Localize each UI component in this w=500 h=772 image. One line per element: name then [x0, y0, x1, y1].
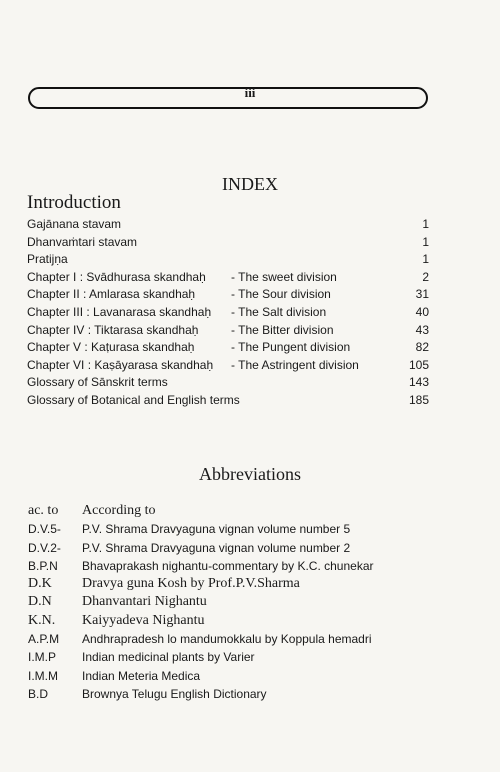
entry-title: Chapter V : Kaṭurasa skandhaḥ [27, 340, 195, 355]
abbreviation-key: D.V.5- [28, 522, 61, 537]
entry-page: 143 [408, 375, 429, 390]
section-title-introduction: Introduction [27, 192, 121, 213]
abbreviation-value: Andhrapradesh lo mandumokkalu by Koppula hemadri [82, 632, 372, 647]
entry-description: - The Astringent division [231, 357, 359, 372]
abbreviation-item [28, 593, 468, 611]
entry-title: Glossary of Botanical and English terms [27, 392, 240, 407]
abbreviation-value: Indian Meteria Medica [82, 668, 201, 683]
abbreviation-value: Bhavaprakash nighantu-commentary by K.C. chunekar [82, 558, 374, 573]
index-entry [27, 322, 429, 340]
entry-title: Pratijṇa [27, 252, 68, 267]
entry-page: 31 [415, 287, 429, 302]
entry-page: 43 [415, 322, 429, 337]
abbreviation-value: P.V. Shrama Dravyaguna vignan volume number 2 [82, 540, 351, 555]
abbreviation-key: B.P.N [28, 558, 58, 573]
abbreviation-item [28, 667, 468, 685]
entry-page: 1 [422, 234, 429, 249]
entry-description: - The sweet division [231, 269, 337, 284]
index-entry [27, 216, 429, 234]
entry-description: - The Bitter division [231, 322, 334, 337]
entry-page: 82 [415, 340, 429, 355]
abbreviation-item [28, 648, 468, 666]
abbreviation-key: A.P.M [28, 632, 60, 647]
entry-page: 185 [408, 392, 429, 407]
abbreviation-key: K.N. [28, 612, 56, 628]
page-number: iii [244, 85, 256, 100]
entry-title: Chapter VI : Kaṣāyarasa skandhaḥ [27, 357, 214, 372]
entry-title: Chapter IV : Tiktarasa skandhaḥ [27, 322, 199, 337]
abbreviation-item [28, 685, 468, 703]
entry-title: Gajānana stavam [27, 217, 122, 231]
abbreviation-value: According to [82, 503, 156, 518]
abbreviation-key: B.D [28, 686, 49, 701]
index-entry [27, 251, 429, 269]
index-entry [27, 269, 429, 287]
abbreviation-value: Kaiyyadeva Nighantu [82, 612, 205, 628]
abbreviation-value: Dhanvantari Nighantu [82, 594, 207, 610]
abbreviation-key: D.K [28, 576, 52, 592]
index-entries [27, 216, 429, 410]
abbreviation-key: D.V.2- [28, 540, 61, 555]
entry-description: - The Salt division [231, 304, 327, 319]
abbreviation-key: ac. to [28, 503, 59, 518]
entry-page: 1 [422, 217, 429, 231]
entry-title: Chapter II : Amlarasa skandhaḥ [27, 287, 196, 302]
abbreviation-value: Dravya guna Kosh by Prof.P.V.Sharma [82, 576, 300, 592]
entry-title: Glossary of Sānskrit terms [27, 375, 168, 390]
entry-page: 40 [415, 304, 429, 319]
index-entry [27, 234, 429, 252]
abbreviation-item [28, 502, 468, 520]
index-entry [27, 374, 429, 392]
abbreviation-item [28, 575, 468, 593]
entry-title: Chapter III : Lavanarasa skandhaḥ [27, 304, 212, 319]
abbreviation-item [28, 557, 468, 575]
entry-title: Chapter I : Svādhurasa skandhaḥ [27, 269, 206, 284]
abbreviation-key: I.M.P [28, 650, 57, 665]
index-entry [27, 304, 429, 322]
abbreviation-key: D.N [28, 594, 52, 610]
abbreviations-title: Abbreviations [199, 464, 301, 484]
abbreviation-item [28, 520, 468, 538]
entry-page: 1 [422, 252, 429, 267]
index-entry [27, 339, 429, 357]
abbreviation-item [28, 630, 468, 648]
abbreviation-item [28, 612, 468, 630]
entry-description: - The Sour division [231, 287, 331, 302]
index-entry [27, 286, 429, 304]
entry-description: - The Pungent division [231, 340, 351, 355]
index-entry [27, 357, 429, 375]
abbreviation-key: I.M.M [28, 668, 58, 683]
entry-page: 2 [422, 269, 429, 284]
abbreviation-value: Indian medicinal plants by Varier [82, 650, 255, 665]
abbreviation-value: Brownya Telugu English Dictionary [82, 686, 267, 701]
index-entry [27, 392, 429, 410]
entry-title: Dhanvaṁtari stavam [27, 234, 138, 249]
abbreviations-list [28, 502, 468, 703]
abbreviation-item [28, 539, 468, 557]
entry-page: 105 [408, 357, 429, 372]
index-title: INDEX [222, 174, 278, 194]
abbreviation-value: P.V. Shrama Dravyaguna vignan volume number 5 [82, 522, 351, 537]
